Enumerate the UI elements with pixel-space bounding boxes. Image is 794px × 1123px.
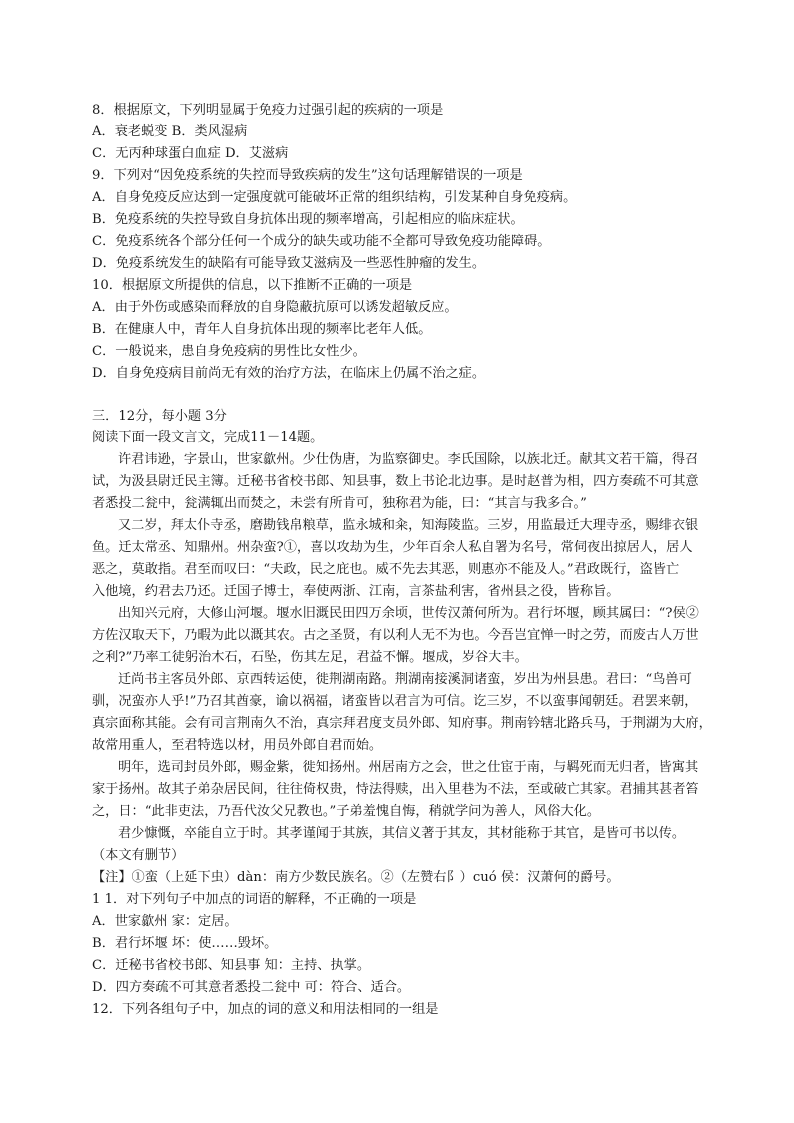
passage-p2-line2: 鱼。迁太常丞、知鼎州。州杂蛮?①，喜以攻劫为生，少年百余人私自署为名号，常伺夜出掠居人，居人 bbox=[92, 540, 693, 555]
q10-stem: 10．根据原文所提供的信息，以下推断不正确的一项是 bbox=[92, 278, 413, 293]
passage-p5-line2: 家于扬州。故其子弟杂居民间，往往倚权贵，恃法得赎，出入里巷为不法，至或破亡其家。君捕其甚者笞 bbox=[92, 782, 699, 797]
reading-instruction: 阅读下面一段文言文，完成11－14题。 bbox=[92, 430, 324, 445]
q9-option-b: B．免疫系统的失控导致自身抗体出现的频率增高，引起相应的临床症状。 bbox=[92, 212, 524, 227]
passage-abridged-note: （本文有删节） bbox=[92, 848, 185, 863]
q12-stem: 12．下列各组句子中，加点的词的意义和用法相同的一组是 bbox=[92, 1002, 439, 1017]
passage-p1-line1: 许君讳逊，字景山，世家歙州。少仕伪唐，为监察御史。李氏国除，以族北迁。献其文若干篇，得召 bbox=[118, 452, 699, 467]
q11-option-a: A．世家歙州 家：定居。 bbox=[92, 914, 238, 929]
passage-annotation: 【注】①蛮（上延下虫）dàn：南方少数民族名。②（左赞右阝）cuó 侯：汉萧何的爵号。 bbox=[92, 870, 620, 885]
section-three-heading: 三．12分，每小题 3分 bbox=[92, 409, 227, 424]
q8-options-cd: C．无丙种球蛋白血症 D．艾滋病 bbox=[92, 146, 289, 161]
passage-p4-line2: 驯，况蛮亦人乎!”乃召其酋豪，谕以祸福，诸蛮皆以君言为可信。讫三岁，不以蛮事闻朝廷。君罢来朝， bbox=[92, 694, 698, 709]
passage-p2-line1: 又二岁，拜太仆寺丞，磨勘钱帛粮草，监永城和籴，知海陵监。三岁，用监最迁大理寺丞，赐绯衣银 bbox=[118, 518, 699, 533]
q9-option-d: D．免疫系统发生的缺陷有可能导致艾滋病及一些恶性肿瘤的发生。 bbox=[92, 256, 486, 271]
passage-p3-line2: 方佐汉取天下，乃暇为此以溉其农。古之圣贤，有以利人无不为也。今吾岂宜惮一时之劳，而废古人万世 bbox=[92, 628, 699, 643]
q11-option-d: D．四方奏疏不可其意者悉投二瓮中 可：符合、适合。 bbox=[92, 980, 411, 995]
q11-option-b: B．君行坏堰 坏：使……毁坏。 bbox=[92, 936, 278, 951]
q9-stem: 9．下列对“因免疫系统的失控而导致疾病的发生”这句话理解错误的一项是 bbox=[92, 168, 523, 183]
q11-stem: 1 1．对下列句子中加点的词语的解释，不正确的一项是 bbox=[92, 892, 417, 907]
passage-p5-line1: 明年，选司封员外郎，赐金紫，徙知扬州。州居南方之会，世之仕宦于南，与羁死而无归者，皆寓其 bbox=[118, 760, 699, 775]
passage-p4-line1: 迁尚书主客员外郎、京西转运使，徙荆湖南路。荆湖南接溪洞诸蛮，岁出为州县患。君曰：“鸟兽可 bbox=[118, 672, 692, 687]
passage-p3-line1: 出知兴元府，大修山河堰。堰水旧溉民田四万余顷，世传汉萧何所为。君行坏堰，顾其属曰：“?侯② bbox=[118, 606, 699, 621]
q10-option-d: D．自身免疫病目前尚无有效的治疗方法，在临床上仍属不治之症。 bbox=[92, 366, 486, 381]
q10-option-c: C．一般说来，患自身免疫病的男性比女性少。 bbox=[92, 344, 366, 359]
q10-option-b: B．在健康人中，青年人自身抗体出现的频率比老年人低。 bbox=[92, 322, 432, 337]
passage-p1-line3: 者悉投二瓮中，瓮满辄出而焚之，未尝有所肯可，独称君为能，曰：“其言与我多合。” bbox=[92, 496, 587, 511]
passage-p1-line2: 试，为汲县尉迁民主簿。迁秘书省校书郎、知县事，数上书论北边事。是时赵普为相，四方奏疏不可其意 bbox=[92, 474, 699, 489]
passage-p3-line3: 之利?”乃率工徒躬治木石，石坠，伤其左足，君益不懈。堰成，岁谷大丰。 bbox=[92, 650, 528, 665]
q11-option-c: C．迁秘书省校书郎、知县事 知：主持、执掌。 bbox=[92, 958, 371, 973]
passage-p4-line3: 真宗面称其能。会有司言荆南久不治，真宗拜君度支员外郎、知府事。荆南钤辖北路兵马，于荆湖为大府， bbox=[92, 716, 712, 731]
q9-option-c: C．免疫系统各个部分任何一个成分的缺失或功能不全都可导致免疫功能障碍。 bbox=[92, 234, 551, 249]
passage-p2-line3: 恶之，莫敢指。君至而叹曰：“夫政，民之庇也。威不先去其恶，则惠亦不能及人。”君政既行，盗皆亡 bbox=[92, 562, 680, 577]
passage-p4-line4: 故常用重人，至君特选以材，用员外郎自君而始。 bbox=[92, 738, 383, 753]
passage-p5-line3: 之，日：“此非吏法，乃吾代汝父兄教也。”子弟羞愧自悔，稍就学问为善人，风俗大化。 bbox=[92, 804, 601, 819]
passage-p6-line1: 君少慷慨，卒能自立于时。其孝谨闻于其族，其信义著于其友，其材能称于其官，是皆可书以传。 bbox=[118, 826, 686, 841]
passage-p2-line4: 入他境，约君去乃还。迁国子博士，奉使两浙、江南，言茶盐利害，省州县之役，皆称旨。 bbox=[92, 584, 620, 599]
q8-options-ab: A．衰老蜕变 B．类风湿病 bbox=[92, 124, 248, 139]
q10-option-a: A．由于外伤或感染而释放的自身隐蔽抗原可以诱发超敏反应。 bbox=[92, 300, 458, 315]
q9-option-a: A．自身免疫反应达到一定强度就可能破坏正常的组织结构，引发某种自身免疫病。 bbox=[92, 190, 577, 205]
q8-stem: 8．根据原文，下列明显属于免疫力过强引起的疾病的一项是 bbox=[92, 103, 444, 118]
